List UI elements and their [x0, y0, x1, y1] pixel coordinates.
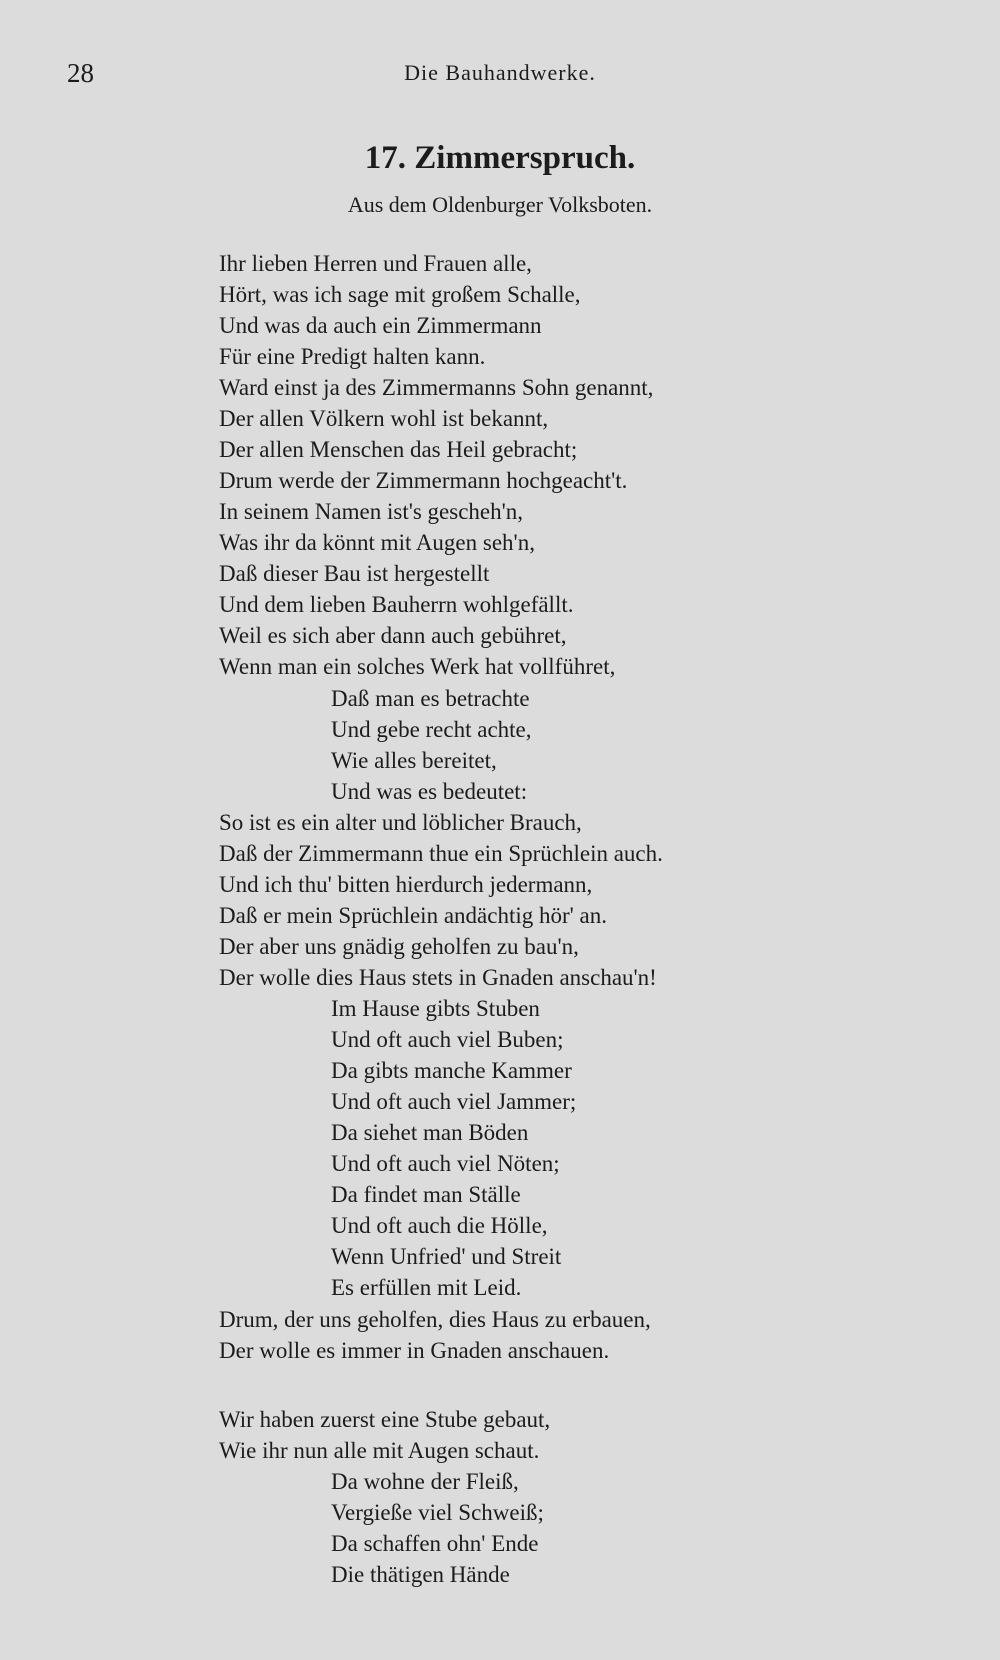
verse-line: Drum, der uns geholfen, dies Haus zu erbauen,: [219, 1307, 651, 1332]
verse-line: Der aber uns gnädig geholfen zu bau'n,: [219, 934, 579, 959]
verse-line: Und oft auch viel Buben;: [331, 1027, 564, 1052]
verse-line: Wie alles bereitet,: [331, 748, 497, 773]
verse-line: Da findet man Ställe: [331, 1182, 521, 1207]
verse-line: Und gebe recht achte,: [331, 717, 532, 742]
verse-line: Und was da auch ein Zimmermann: [219, 313, 542, 338]
verse-line: Daß man es betrachte: [331, 686, 530, 711]
verse-line: Da siehet man Böden: [331, 1120, 529, 1145]
verse-line: Und oft auch die Hölle,: [331, 1213, 548, 1238]
verse-line: Da schaffen ohn' Ende: [331, 1531, 539, 1556]
stanza-f: [219, 1404, 550, 1466]
verse-line: Daß dieser Bau ist hergestellt: [219, 561, 490, 586]
stanza-e: [219, 1304, 651, 1366]
verse-line: Was ihr da könnt mit Augen seh'n,: [219, 530, 535, 555]
verse-line: Ihr lieben Herren und Frauen alle,: [219, 251, 532, 276]
page-number: 28: [67, 58, 94, 88]
verse-line: Der wolle es immer in Gnaden anschauen.: [219, 1338, 610, 1363]
verse-line: Daß er mein Sprüchlein andächtig hör' an.: [219, 903, 607, 928]
verse-line: Wenn Unfried' und Streit: [331, 1244, 562, 1269]
verse-line: Der allen Menschen das Heil gebracht;: [219, 437, 578, 462]
verse-line: Der allen Völkern wohl ist bekannt,: [219, 406, 549, 431]
verse-line: Der wolle dies Haus stets in Gnaden anschau'n!: [219, 965, 657, 990]
running-head: Die Bauhandwerke.: [404, 60, 596, 85]
verse-line: Ward einst ja des Zimmermanns Sohn genannt,: [219, 375, 654, 400]
verse-line: Die thätigen Hände: [331, 1562, 510, 1587]
verse-line: Da wohne der Fleiß,: [331, 1469, 519, 1494]
verse-line: Wenn man ein solches Werk hat vollführet,: [219, 654, 616, 679]
stanza-c: [219, 807, 663, 993]
verse-line: Es erfüllen mit Leid.: [331, 1275, 522, 1300]
verse-line: Hört, was ich sage mit großem Schalle,: [219, 282, 581, 307]
verse-line: Und oft auch viel Nöten;: [331, 1151, 560, 1176]
poem-title: 17. Zimmerspruch.: [364, 140, 636, 176]
verse-line: Drum werde der Zimmermann hochgeacht't.: [219, 468, 628, 493]
verse-line: Da gibts manche Kammer: [331, 1058, 572, 1083]
stanza-b: [331, 683, 532, 807]
verse-line: Und oft auch viel Jammer;: [331, 1089, 577, 1114]
verse-line: Für eine Predigt halten kann.: [219, 344, 486, 369]
verse-line: Weil es sich aber dann auch gebühret,: [219, 623, 567, 648]
stanza-a: [219, 248, 653, 682]
verse-line: Daß der Zimmermann thue ein Sprüchlein auch.: [219, 841, 663, 866]
verse-line: Wir haben zuerst eine Stube gebaut,: [219, 1407, 551, 1432]
verse-line: In seinem Namen ist's gescheh'n,: [219, 499, 524, 524]
verse-line: Vergieße viel Schweiß;: [331, 1500, 544, 1525]
verse-line: Im Hause gibts Stuben: [331, 996, 540, 1021]
stanza-d: [331, 993, 576, 1303]
poem-subtitle: Aus dem Oldenburger Volksboten.: [347, 192, 653, 217]
verse-line: Und dem lieben Bauherrn wohlgefällt.: [219, 592, 574, 617]
stanza-g: [331, 1466, 544, 1590]
verse-line: So ist es ein alter und löblicher Brauch,: [219, 810, 582, 835]
verse-line: Und was es bedeutet:: [331, 779, 528, 804]
verse-line: Wie ihr nun alle mit Augen schaut.: [219, 1438, 540, 1463]
verse-line: Und ich thu' bitten hierdurch jedermann,: [219, 872, 593, 897]
